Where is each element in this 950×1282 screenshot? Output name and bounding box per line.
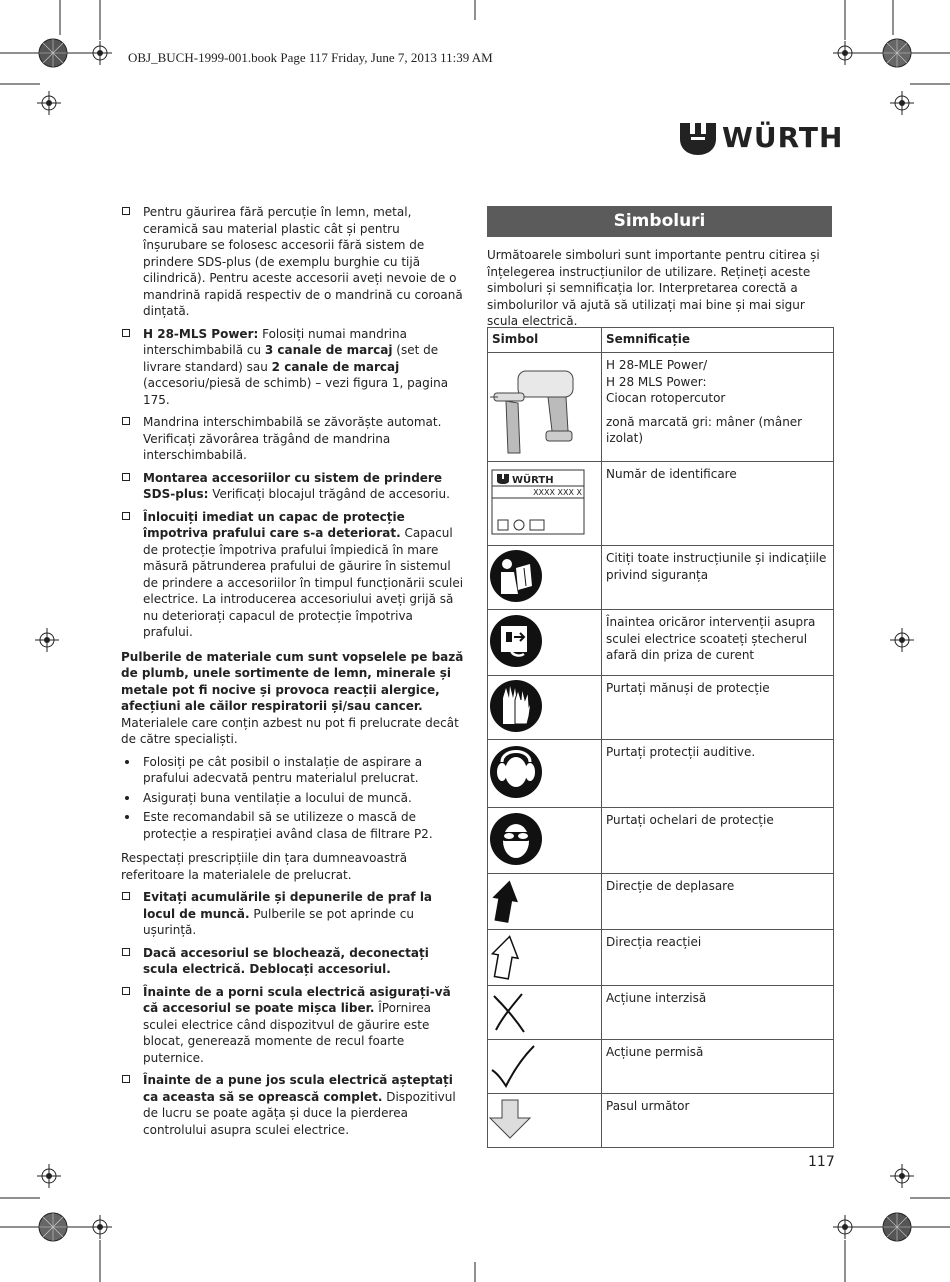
reaction-arrow-icon — [488, 930, 593, 982]
meaning-cell: Direcție de deplasare — [602, 874, 834, 930]
read-manual-icon — [488, 546, 593, 606]
meaning-line: zonă marcată gri: mâner (mâner izolat) — [606, 414, 803, 445]
plate-brand: WÜRTH — [512, 475, 554, 486]
list-item: Înainte de a pune jos scula electrică așteptați ca aceasta să se oprească complet. Dispozitivul de lucru se poate agăța și duce la pierderea controlului asupra sculei electrice. — [121, 1072, 466, 1138]
warning-paragraph: Pulberile de materiale cum sunt vopselele pe bază de plumb, unele sortimente de lemn, minerale și metale pot fi nocive și provoca reacții alergice, afecțiuni ale căilor respiratorii și/sau cancer. Materialele care conțin azbest nu pot fi prelucrate decât de către specialiști. — [121, 649, 464, 746]
meaning-cell: Citiți toate instrucțiunile și indicațiile privind siguranța — [602, 546, 834, 610]
meaning-cell: Purtați mănuși de protecție — [602, 676, 834, 740]
list-item: Înainte de a porni scula electrică asigurați-vă că accesoriul se poate mișca liber. ÎPornirea sculei electrice când dispozitvul de găurire este blocat, generează momente de recul foarte puternice. — [121, 984, 466, 1067]
symbols-table — [487, 327, 834, 1148]
meaning-cell: Acțiune permisă — [602, 1040, 834, 1094]
list-item: Dacă accesoriul se blochează, deconectați scula electrică. Deblocați accesoriul. — [121, 945, 466, 978]
checkbox-bullet-icon — [122, 473, 130, 481]
gloves-icon — [488, 676, 593, 736]
goggles-icon — [488, 808, 593, 870]
meaning-line: Ciocan rotopercutor — [606, 391, 726, 405]
bullet-item: Este recomandabil să se utilizeze o mască de protecție a respirației având clasa de filtrare P2. — [121, 809, 466, 842]
list-item: H 28-MLS Power: Folosiți numai mandrina interschimbabilă cu 3 canale de marcaj (set de livrare standard) sau 2 canale de marcaj (accesoriu/piesă de schimb) – vezi figura 1, pagina 175. — [121, 326, 466, 409]
table-row — [488, 930, 834, 986]
table-row — [488, 546, 834, 610]
table-row — [488, 808, 834, 874]
regulations-paragraph: Respectați prescripțiile din țara dumneavoastră referitoare la materialele de prelucrat. — [121, 851, 408, 882]
bullet-dot-icon — [125, 815, 129, 819]
page-number: 117 — [808, 1154, 835, 1170]
checkbox-bullet-icon — [122, 207, 130, 215]
checkbox-bullet-icon — [122, 892, 130, 900]
checkbox-bullet-icon — [122, 417, 130, 425]
meaning-cell: Direcția reacției — [602, 930, 834, 986]
cross-icon — [488, 986, 593, 1036]
rotary-hammer-icon — [488, 353, 593, 458]
table-row — [488, 1094, 834, 1148]
list-item: Montarea accesoriilor cu sistem de prindere SDS-plus: Verificați blocajul trăgând de accesoriu. — [121, 470, 466, 503]
rating-plate-icon — [488, 462, 593, 542]
checkbox-bullet-icon — [122, 512, 130, 520]
list-item: Mandrina interschimbabilă se zăvorăște automat. Verificați zăvorârea trăgând de mandrina interschimbabilă. — [121, 414, 466, 464]
meaning-cell: Acțiune interzisă — [602, 986, 834, 1040]
table-header-row — [488, 328, 834, 353]
meaning-cell: Pasul următor — [602, 1094, 834, 1148]
table-row — [488, 353, 834, 462]
meaning-cell: Înaintea oricăror intervenții asupra sculei electrice scoateți ștecherul afară din priza de curent — [602, 610, 834, 676]
checkbox-bullet-icon — [122, 329, 130, 337]
intro-paragraph: Următoarele simboluri sunt importante pentru citirea și înțelegerea instrucțiunilor de utilizare. Rețineți aceste simboluri și semnificația lor. Interpretarea corectă a simbolurilor vă ajută să utilizați mai bine și mai sigur scula electrică. — [487, 248, 820, 328]
meaning-line: H 28 MLS Power: — [606, 374, 707, 389]
list-item: Înlocuiți imediat un capac de protecție împotriva prafului care s-a deteriorat. Capacul de protecție împotriva prafului împiedică în mare măsură pătrunderea prafului de găurire în sistemul de prindere a accesoriilor în timpul funcționării sculei electrice. La introducerea accesoriului aveți grijă să nu deteriorați capacul de protecție împotriva prafului. — [121, 509, 466, 641]
left-column — [121, 204, 466, 1144]
movement-arrow-icon — [488, 874, 593, 926]
list-item: Pentru găurirea fără percuție în lemn, metal, ceramică sau material plastic cât și pentru înșurubare se folosesc accesorii fără sistem de prindere SDS-plus (de exemplu burghie cu tijă cilindrică). Pentru aceste accesorii aveți nevoie de o mandrină rapidă respectiv de o mandrină cu coroană dințată. — [121, 204, 466, 320]
list-item: Evitați acumulările și depunerile de praf la locul de muncă. Pulberile se pot aprinde cu ușurință. — [121, 889, 466, 939]
bullet-dot-icon — [125, 760, 129, 764]
check-icon — [488, 1040, 593, 1090]
section-title: Simboluri — [487, 206, 832, 237]
meaning-cell: Purtați protecții auditive. — [602, 740, 834, 808]
bullet-item: Asigurați buna ventilație a locului de muncă. — [121, 790, 466, 807]
col-header-meaning: Semnificație — [602, 328, 834, 353]
bullet-dot-icon — [125, 796, 129, 800]
col-header-symbol: Simbol — [488, 328, 602, 353]
meaning-line: H 28-MLE Power/ — [606, 358, 708, 372]
plate-number: XXXX XXX X — [533, 488, 582, 497]
meaning-cell: Număr de identificare — [602, 462, 834, 546]
checkbox-bullet-icon — [122, 987, 130, 995]
table-row — [488, 986, 834, 1040]
checkbox-bullet-icon — [122, 1075, 130, 1083]
table-row — [488, 874, 834, 930]
unplug-icon — [488, 610, 593, 672]
ear-protection-icon — [488, 740, 593, 804]
table-row — [488, 740, 834, 808]
meaning-cell: Purtați ochelari de protecție — [602, 808, 834, 874]
bullet-item: Folosiți pe cât posibil o instalație de aspirare a prafului adecvată pentru materialul prelucrat. — [121, 754, 466, 787]
next-step-arrow-icon — [488, 1094, 593, 1144]
wurth-logo-icon — [678, 121, 718, 157]
table-row — [488, 1040, 834, 1094]
table-row — [488, 462, 834, 546]
brand-name: WÜRTH — [722, 121, 844, 154]
checkbox-bullet-icon — [122, 948, 130, 956]
print-header: OBJ_BUCH-1999-001.book Page 117 Friday, June 7, 2013 11:39 AM — [128, 50, 493, 65]
table-row — [488, 676, 834, 740]
table-row — [488, 610, 834, 676]
